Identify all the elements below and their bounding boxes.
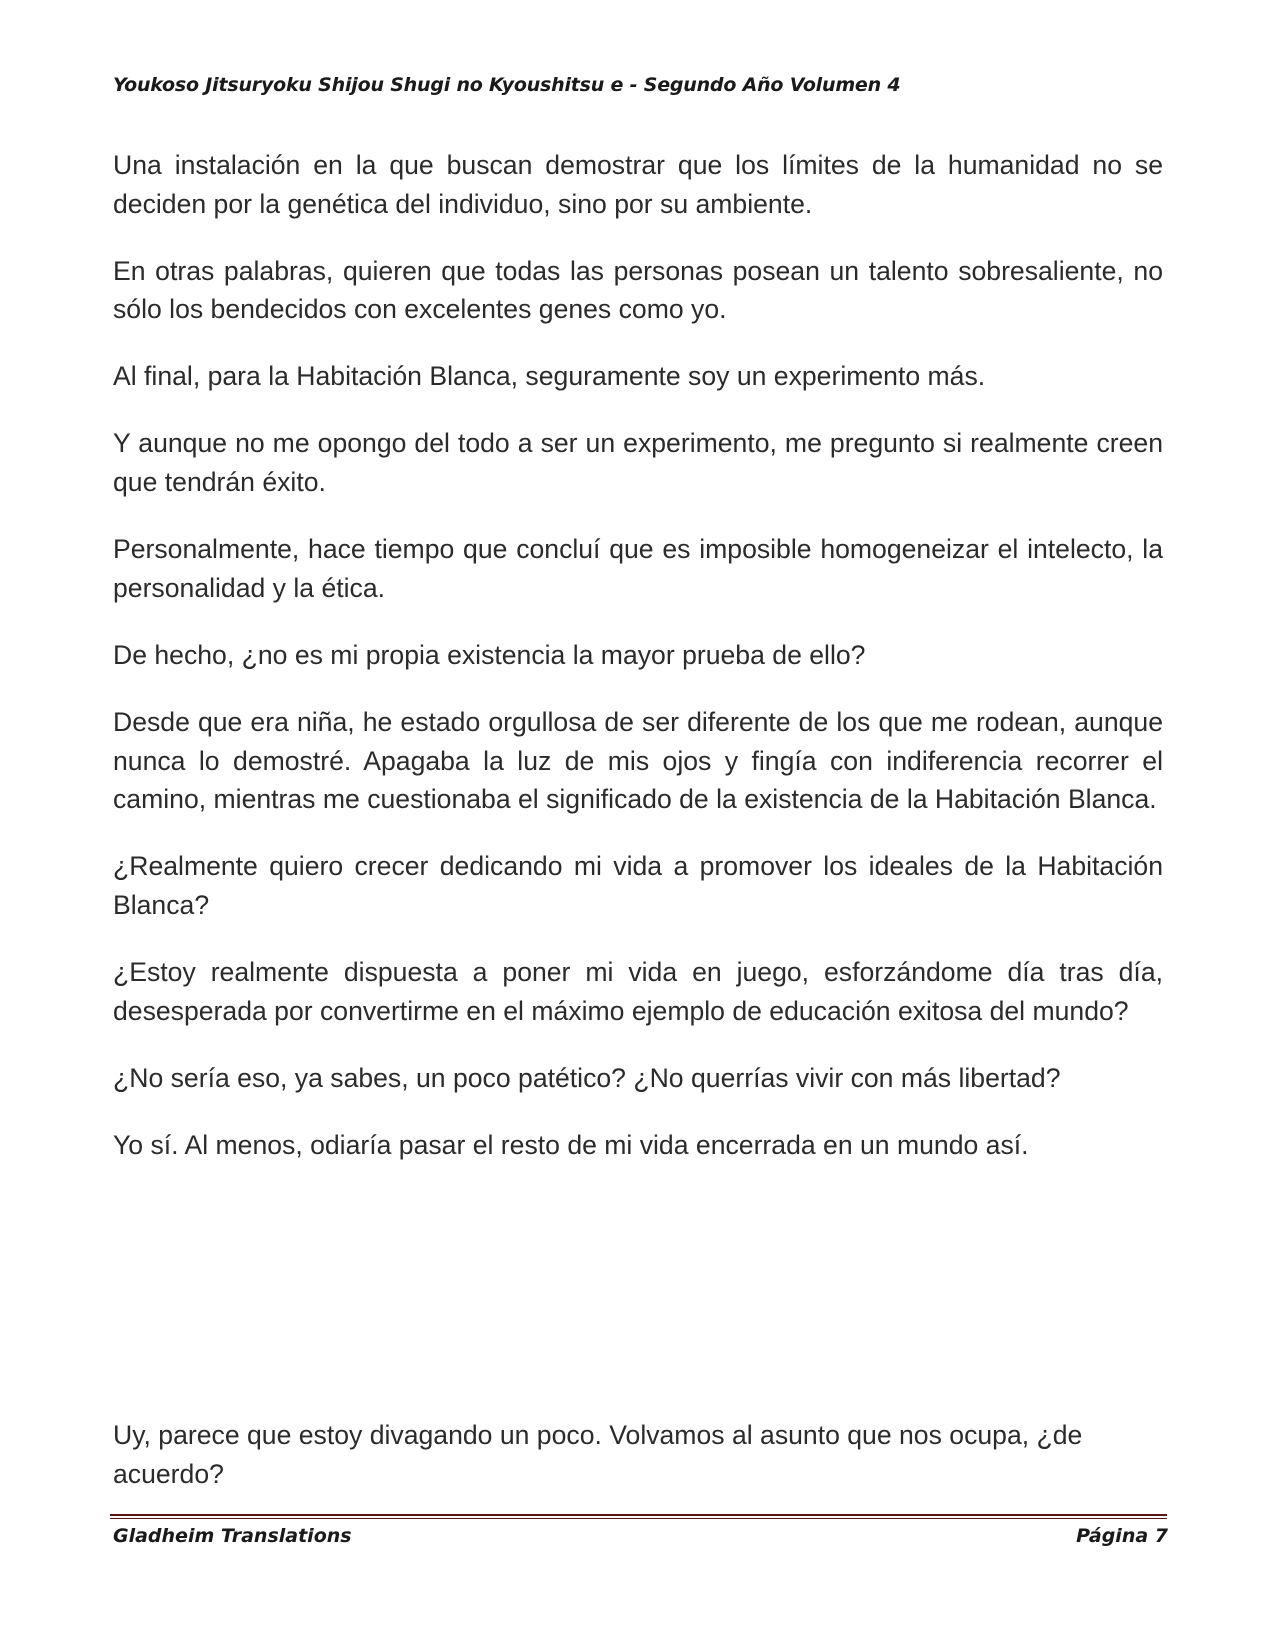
paragraph: De hecho, ¿no es mi propia existencia la mayor prueba de ello?: [113, 639, 866, 670]
paragraph: ¿Realmente quiero crecer dedicando mi vida a promover los ideales de la Habitación Blanca?: [113, 851, 1163, 920]
footer-divider-thick: [110, 1514, 1167, 1516]
paragraph: Una instalación en la que buscan demostrar que los límites de la humanidad no se deciden por la genética del individuo, sino por su ambiente.: [113, 150, 1163, 219]
paragraph: Desde que era niña, he estado orgullosa de ser diferente de los que me rodean, aunque nunca lo demostré. Apagaba la luz de mis ojos y fingía con indiferencia recorrer el camino, mientras me cuestionaba el significado de la existencia de la Habitación Blanca.: [113, 706, 1163, 815]
running-header: Youkoso Jitsuryoku Shijou Shugi no Kyoushitsu e - Segundo Año Volumen 4: [113, 74, 901, 96]
footer-divider: [110, 1514, 1167, 1520]
paragraph: Personalmente, hace tiempo que concluí que es imposible homogeneizar el intelecto, la personalidad y la ética.: [113, 534, 1163, 603]
page-number: Página 7: [1076, 1525, 1168, 1547]
footer-divider-thin: [110, 1518, 1167, 1519]
paragraph: En otras palabras, quieren que todas las personas posean un talento sobresaliente, no sólo los bendecidos con excelentes genes como yo.: [113, 255, 1163, 325]
paragraph: ¿No sería eso, ya sabes, un poco patético? ¿No querrías vivir con más libertad?: [113, 1062, 1061, 1093]
footer-credit: Gladheim Translations: [113, 1525, 352, 1547]
paragraph: Yo sí. Al menos, odiaría pasar el resto de mi vida encerrada en un mundo así.: [113, 1129, 1029, 1160]
paragraph: ¿Estoy realmente dispuesta a poner mi vida en juego, esforzándome día tras día, desesperada por convertirme en el máximo ejemplo de educación exitosa del mundo?: [113, 956, 1163, 1026]
body-text: [113, 146, 1163, 1193]
paragraph: Al final, para la Habitación Blanca, seguramente soy un experimento más.: [113, 361, 986, 392]
paragraph: Y aunque no me opongo del todo a ser un experimento, me pregunto si realmente creen que tendrán éxito.: [113, 428, 1163, 498]
final-paragraph: Uy, parece que estoy divagando un poco. Volvamos al asunto que nos ocupa, ¿de acuerdo?: [113, 1420, 1083, 1489]
